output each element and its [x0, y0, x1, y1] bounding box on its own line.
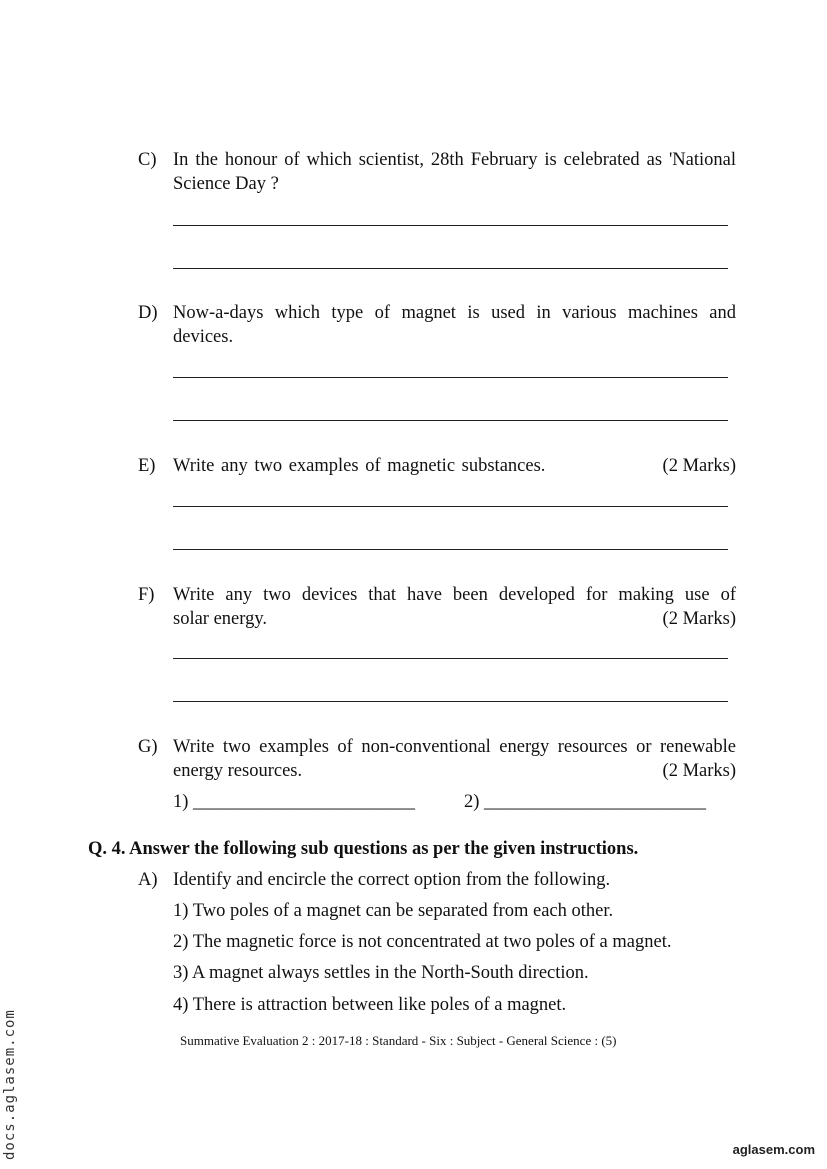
answer-line[interactable]: [173, 549, 728, 550]
question-g-line1: Write two examples of non-conventional energy resources or renewable: [173, 737, 736, 757]
answer-line[interactable]: [173, 701, 728, 702]
page-footer: Summative Evaluation 2 : 2017-18 : Standard - Six : Subject - General Science : (5): [180, 1033, 617, 1048]
option-2[interactable]: 2) The magnetic force is not concentrated at two poles of a magnet.: [173, 932, 672, 952]
option-4[interactable]: 4) There is attraction between like poles of a magnet.: [173, 995, 567, 1015]
question-d-label: D): [138, 303, 158, 323]
answer-line[interactable]: [173, 506, 728, 507]
question-e-marks: (2 Marks): [662, 456, 736, 476]
answer-line[interactable]: [173, 225, 728, 226]
question-c-line1: In the honour of which scientist, 28th February is celebrated as 'National: [173, 150, 736, 170]
question-e-line1: Write any two examples of magnetic substances.: [173, 456, 546, 476]
answer-line[interactable]: [173, 658, 728, 659]
question-f-label: F): [138, 585, 155, 605]
question-4a-label: A): [138, 870, 158, 890]
question-f-marks: (2 Marks): [662, 609, 736, 629]
corner-watermark: aglasem.com: [732, 1142, 815, 1157]
question-g-marks: (2 Marks): [662, 761, 736, 781]
question-f-line2: solar energy.: [173, 609, 268, 629]
question-d-line1: Now-a-days which type of magnet is used in various machines and: [173, 303, 736, 323]
question-4a-text: Identify and encircle the correct option from the following.: [173, 870, 611, 890]
answer-line[interactable]: [173, 420, 728, 421]
option-1[interactable]: 1) Two poles of a magnet can be separated from each other.: [173, 901, 614, 921]
option-3[interactable]: 3) A magnet always settles in the North-South direction.: [173, 963, 589, 983]
question-g-label: G): [138, 737, 158, 757]
question-f-line1: Write any two devices that have been developed for making use of: [173, 585, 736, 605]
answer-line[interactable]: [173, 268, 728, 269]
answer-blank-2[interactable]: 2) ________________________: [464, 792, 707, 812]
question-e-label: E): [138, 456, 156, 476]
question-4-heading: Q. 4. Answer the following sub questions as per the given instructions.: [88, 839, 639, 859]
answer-blank-1[interactable]: 1) ________________________: [173, 792, 416, 812]
question-c-label: C): [138, 150, 157, 170]
question-d-line2: devices.: [173, 327, 234, 347]
question-g-line2: energy resources.: [173, 761, 303, 781]
answer-line[interactable]: [173, 377, 728, 378]
side-watermark: docs.aglasem.com: [2, 1009, 18, 1160]
question-c-line2: Science Day ?: [173, 174, 279, 194]
